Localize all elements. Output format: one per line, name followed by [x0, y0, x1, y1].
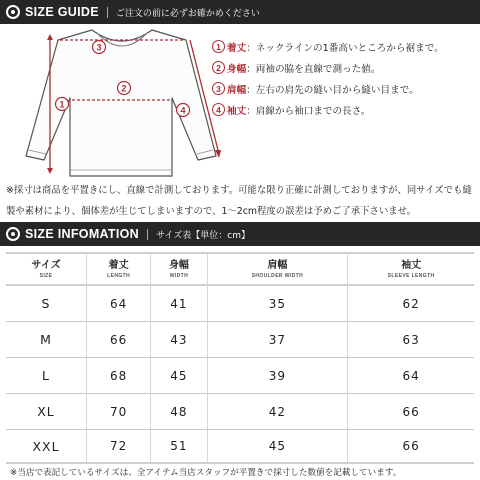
length-cell: 68: [87, 358, 151, 394]
width-cell: 45: [151, 358, 207, 394]
garment-diagram: [0, 24, 225, 184]
sleeve-cell: 63: [348, 322, 474, 358]
guide-term: 袖丈: [227, 105, 247, 117]
column-header-width: 身幅 WIDTH: [151, 252, 207, 286]
guide-item-shoulder: [212, 78, 480, 99]
width-cell: 48: [151, 394, 207, 430]
size-info-title: SIZE INFOMATION: [25, 227, 139, 241]
header-divider: [147, 229, 148, 240]
length-cell: 72: [87, 430, 151, 464]
column-header-sleeve: 袖丈 SLEEVE LENGTH: [348, 252, 474, 286]
size-table: [6, 252, 474, 464]
size-table-note: ※当店で表記しているサイズは、全アイテム当店スタッフが平置きで採寸した数値を記載しています。: [10, 468, 402, 478]
guide-item-width: [212, 57, 480, 78]
sleeve-cell: 62: [348, 286, 474, 322]
guide-desc: ：ネックラインの1番高いところから裾まで。: [246, 42, 444, 54]
table-row: [6, 322, 474, 358]
width-cell: 41: [151, 286, 207, 322]
guide-desc: ：左右の肩先の縫い目から縫い目まで。: [246, 84, 419, 96]
size-guide-subtitle: ご注文の前に必ずお確かめください: [115, 8, 260, 19]
sleeve-cell: 66: [348, 394, 474, 430]
measurement-note: ※採寸は商品を平置きにし、直線で計測しております。可能な限り正確に計測しておりますが、同サイズでも縫製や素材により、個体差が生じてしまいますので、1～2cm程度の誤差は予めご了承下さいませ。: [6, 185, 472, 217]
size-info-subtitle: サイズ表【単位：cm】: [156, 230, 250, 241]
size-info-header: [0, 222, 480, 246]
number-badge: 1: [212, 40, 225, 53]
size-guide-title: SIZE GUIDE: [25, 5, 99, 19]
guide-term: 着丈: [227, 42, 247, 54]
length-cell: 64: [87, 286, 151, 322]
table-row: [6, 286, 474, 322]
shoulder-cell: 42: [208, 394, 349, 430]
size-cell: S: [6, 286, 87, 322]
guide-term: 肩幅: [227, 84, 247, 96]
width-cell: 43: [151, 322, 207, 358]
width-cell: 51: [151, 430, 207, 464]
shoulder-cell: 39: [208, 358, 349, 394]
table-row: [6, 358, 474, 394]
marker-4: [177, 104, 190, 117]
length-cell: 66: [87, 322, 151, 358]
marker-3: [93, 41, 106, 54]
length-cell: 70: [87, 394, 151, 430]
shirt-outline: [26, 30, 216, 176]
table-row: [6, 430, 474, 464]
svg-text:1: 1: [59, 99, 65, 110]
pin-icon: [6, 227, 20, 241]
guide-term: 身幅: [227, 63, 247, 75]
size-guide-header: [0, 0, 480, 24]
guide-desc: ：両袖の脇を直線で測った値。: [246, 63, 381, 75]
shoulder-cell: 45: [208, 430, 349, 464]
sleeve-cell: 66: [348, 430, 474, 464]
guide-item-length: [212, 36, 480, 57]
svg-text:2: 2: [121, 83, 127, 94]
guide-desc: ：肩線から袖口までの長さ。: [246, 105, 371, 117]
column-header-size: サイズ SIZE: [6, 252, 87, 286]
sleeve-cell: 64: [348, 358, 474, 394]
marker-1: [56, 98, 69, 111]
number-badge: 2: [212, 61, 225, 74]
number-badge: 3: [212, 82, 225, 95]
header-divider: [107, 7, 108, 18]
size-cell: XL: [6, 394, 87, 430]
table-row: [6, 394, 474, 430]
size-cell: XXL: [6, 430, 87, 464]
shoulder-cell: 37: [208, 322, 349, 358]
shoulder-cell: 35: [208, 286, 349, 322]
svg-text:4: 4: [180, 105, 186, 116]
guide-item-sleeve: [212, 99, 480, 120]
size-cell: M: [6, 322, 87, 358]
pin-icon: [6, 5, 20, 19]
svg-text:3: 3: [96, 42, 102, 53]
measurement-guide: [212, 36, 480, 120]
number-badge: 4: [212, 103, 225, 116]
table-header-row: [6, 252, 474, 286]
column-header-length: 着丈 LENGTH: [87, 252, 151, 286]
marker-2: [118, 82, 131, 95]
size-cell: L: [6, 358, 87, 394]
column-header-shoulder: 肩幅 SHOULDER WIDTH: [208, 252, 349, 286]
